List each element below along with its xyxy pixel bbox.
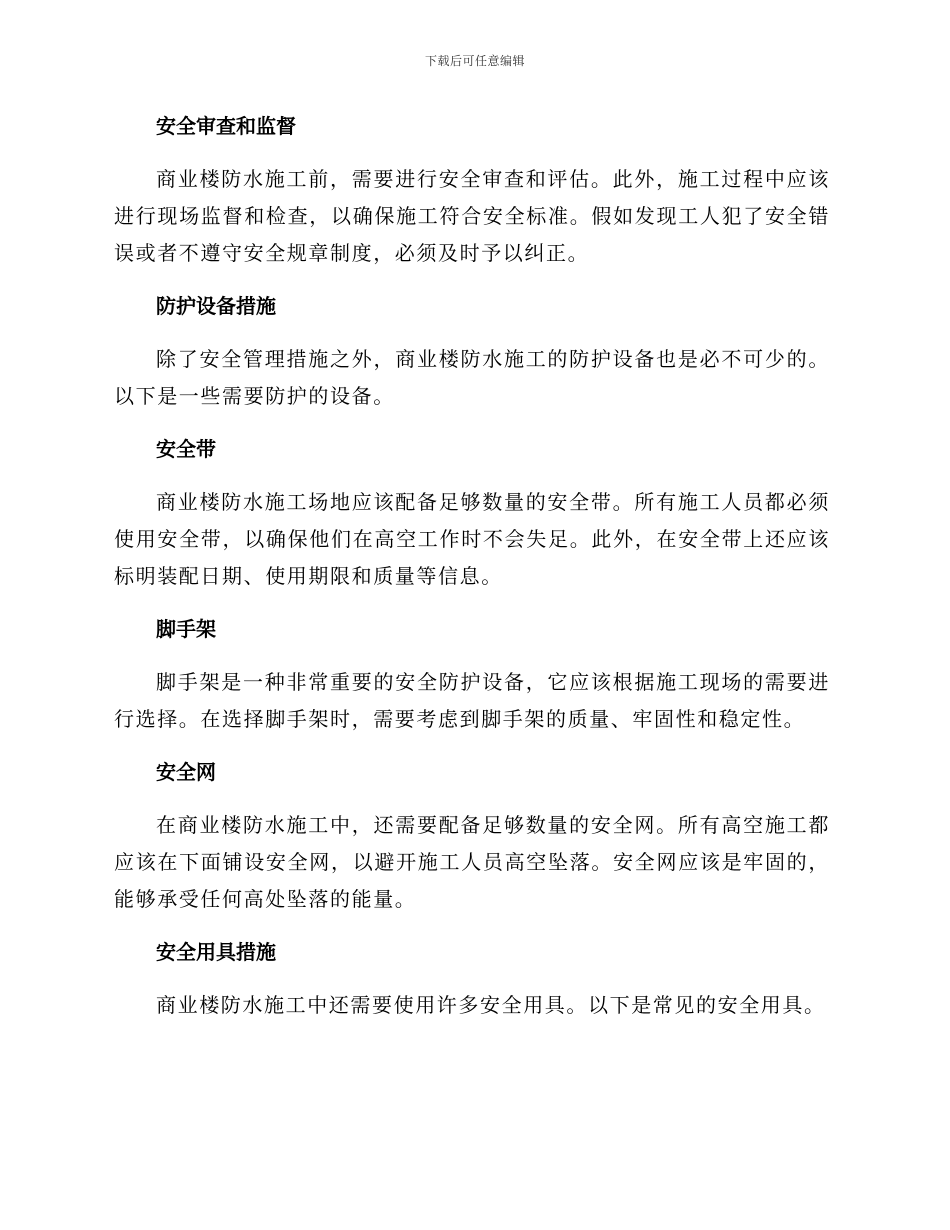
section-heading-protective-equipment: 防护设备措施 xyxy=(156,294,276,318)
section-paragraph-protective-equipment: 除了安全管理措施之外，商业楼防水施工的防护设备也是必不可少的。以下是一些需要防护的设备。 xyxy=(114,347,830,408)
section-heading-safety-tools: 安全用具措施 xyxy=(156,940,276,964)
section-paragraph-safety-belt: 商业楼防水施工场地应该配备足够数量的安全带。所有施工人员都必须使用安全带，以确保他们在高空工作时不会失足。此外，在安全带上还应该标明装配日期、使用期限和质量等信息。 xyxy=(114,490,830,588)
page-header: 下载后可任意编辑 xyxy=(424,54,525,68)
section-paragraph-scaffold: 脚手架是一种非常重要的安全防护设备，它应该根据施工现场的需要进行选择。在选择脚手架时，需要考虑到脚手架的质量、牢固性和稳定性。 xyxy=(114,670,830,731)
section-paragraph-safety-review: 商业楼防水施工前，需要进行安全审查和评估。此外，施工过程中应该进行现场监督和检查，以确保施工符合安全标准。假如发现工人犯了安全错误或者不遵守安全规章制度，必须及时予以纠正。 xyxy=(114,167,830,265)
section-heading-safety-belt: 安全带 xyxy=(156,437,216,461)
section-heading-safety-review: 安全审查和监督 xyxy=(156,114,296,138)
section-heading-scaffold: 脚手架 xyxy=(156,617,216,641)
section-heading-safety-net: 安全网 xyxy=(156,760,216,784)
section-paragraph-safety-tools: 商业楼防水施工中还需要使用许多安全用具。以下是常见的安全用具。 xyxy=(156,993,826,1017)
section-paragraph-safety-net: 在商业楼防水施工中，还需要配备足够数量的安全网。所有高空施工都应该在下面铺设安全网，以避开施工人员高空坠落。安全网应该是牢固的，能够承受任何高处坠落的能量。 xyxy=(114,813,830,911)
document-body xyxy=(114,108,830,1024)
